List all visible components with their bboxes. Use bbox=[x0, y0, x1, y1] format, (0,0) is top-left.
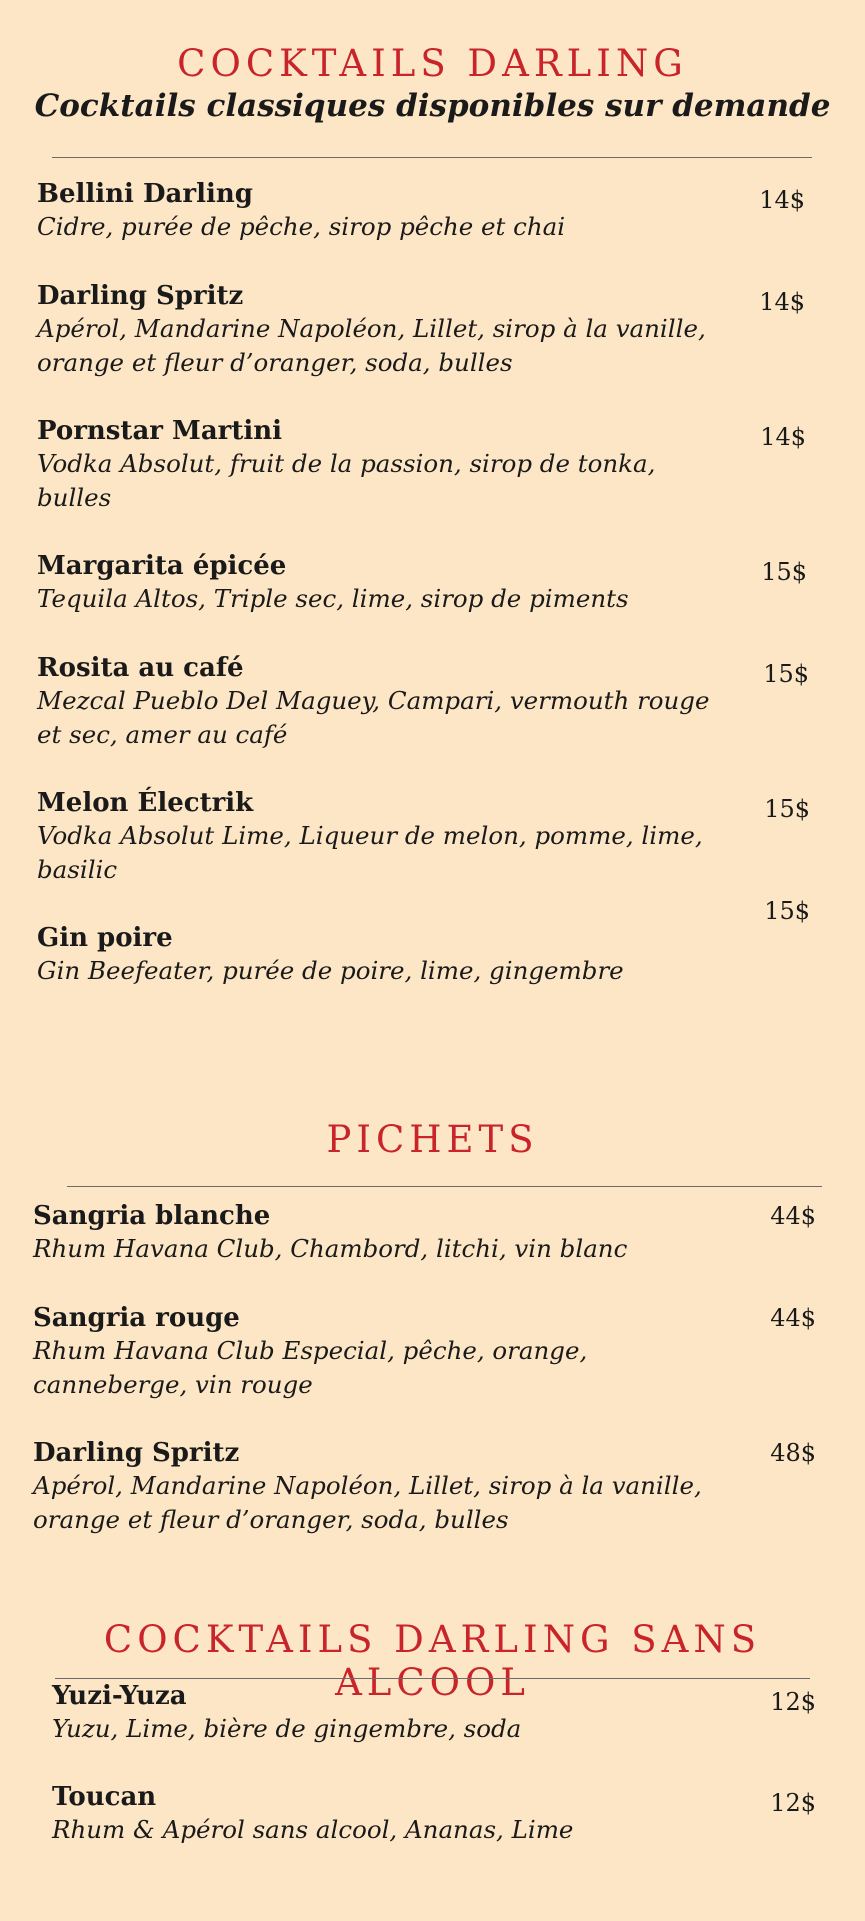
item-description-line: Mezcal Pueblo Del Maguey, Campari, vermouth rouge bbox=[37, 686, 710, 715]
item-description-line: orange et fleur d’oranger, soda, bulles bbox=[33, 1505, 509, 1534]
item-description-line: Vodka Absolut Lime, Liqueur de melon, pomme, lime, bbox=[37, 821, 703, 850]
item-description-line: Apérol, Mandarine Napoléon, Lillet, sirop à la vanille, bbox=[33, 1471, 702, 1500]
item-name: Margarita épicée bbox=[37, 551, 287, 581]
item-name: Pornstar Martini bbox=[37, 416, 283, 446]
divider bbox=[55, 1678, 810, 1679]
menu-item bbox=[33, 1200, 627, 1266]
item-price: 48$ bbox=[770, 1439, 816, 1467]
item-price: 44$ bbox=[770, 1304, 816, 1332]
menu-item bbox=[37, 280, 706, 380]
item-price: 14$ bbox=[759, 186, 805, 214]
item-name: Melon Électrik bbox=[37, 788, 254, 818]
item-price: 15$ bbox=[763, 660, 809, 688]
menu-item bbox=[52, 1781, 573, 1847]
item-name: Darling Spritz bbox=[33, 1438, 240, 1468]
item-name: Yuzi-Yuza bbox=[52, 1681, 187, 1711]
item-name: Sangria blanche bbox=[33, 1201, 271, 1231]
item-price: 12$ bbox=[770, 1688, 816, 1716]
item-name: Toucan bbox=[52, 1782, 157, 1812]
menu-item bbox=[33, 1437, 702, 1537]
item-price: 12$ bbox=[770, 1789, 816, 1817]
item-name: Bellini Darling bbox=[37, 179, 253, 209]
item-description-line: bulles bbox=[37, 483, 112, 512]
item-name: Darling Spritz bbox=[37, 281, 244, 311]
item-description-line: basilic bbox=[37, 855, 118, 884]
item-description: Rhum & Apérol sans alcool, Ananas, Lime bbox=[52, 1815, 574, 1844]
menu-item bbox=[37, 415, 655, 515]
item-price: 15$ bbox=[764, 795, 810, 823]
section-title-cocktails: COCKTAILS DARLING bbox=[177, 42, 688, 85]
menu-item bbox=[37, 550, 629, 616]
section-subtitle: Cocktails classiques disponibles sur demande bbox=[34, 88, 831, 124]
item-price: 14$ bbox=[760, 423, 806, 451]
menu-item bbox=[37, 652, 710, 752]
menu-item bbox=[37, 178, 565, 244]
item-description-line: Apérol, Mandarine Napoléon, Lillet, sirop à la vanille, bbox=[37, 314, 706, 343]
divider bbox=[52, 157, 812, 158]
item-price: 15$ bbox=[764, 897, 810, 925]
item-description-line: Vodka Absolut, fruit de la passion, sirop de tonka, bbox=[37, 449, 656, 478]
section-title-pichets: PICHETS bbox=[326, 1118, 539, 1161]
item-price: 14$ bbox=[759, 288, 805, 316]
item-price: 44$ bbox=[770, 1202, 816, 1230]
item-description: Cidre, purée de pêche, sirop pêche et chai bbox=[37, 212, 566, 241]
item-name: Sangria rouge bbox=[33, 1303, 240, 1333]
item-description: Gin Beefeater, purée de poire, lime, gingembre bbox=[37, 956, 624, 985]
menu-item bbox=[52, 1680, 521, 1746]
divider bbox=[67, 1186, 822, 1187]
menu-item bbox=[37, 787, 703, 887]
menu-item bbox=[37, 922, 624, 988]
item-description-line: et sec, amer au café bbox=[37, 720, 288, 749]
item-price: 15$ bbox=[761, 558, 807, 586]
item-description: Rhum Havana Club, Chambord, litchi, vin blanc bbox=[33, 1234, 628, 1263]
item-description: Tequila Altos, Triple sec, lime, sirop de piments bbox=[37, 584, 629, 613]
menu-item bbox=[33, 1302, 587, 1402]
item-description-line: orange et fleur d’oranger, soda, bulles bbox=[37, 348, 513, 377]
item-name: Gin poire bbox=[37, 923, 173, 953]
item-description: Yuzu, Lime, bière de gingembre, soda bbox=[52, 1714, 522, 1743]
section-title-sans-alcool: COCKTAILS DARLING SANS ALCOOL bbox=[103, 1618, 762, 1704]
item-name: Rosita au café bbox=[37, 653, 244, 683]
item-description-line: canneberge, vin rouge bbox=[33, 1370, 313, 1399]
item-description-line: Rhum Havana Club Especial, pêche, orange, bbox=[33, 1336, 588, 1365]
